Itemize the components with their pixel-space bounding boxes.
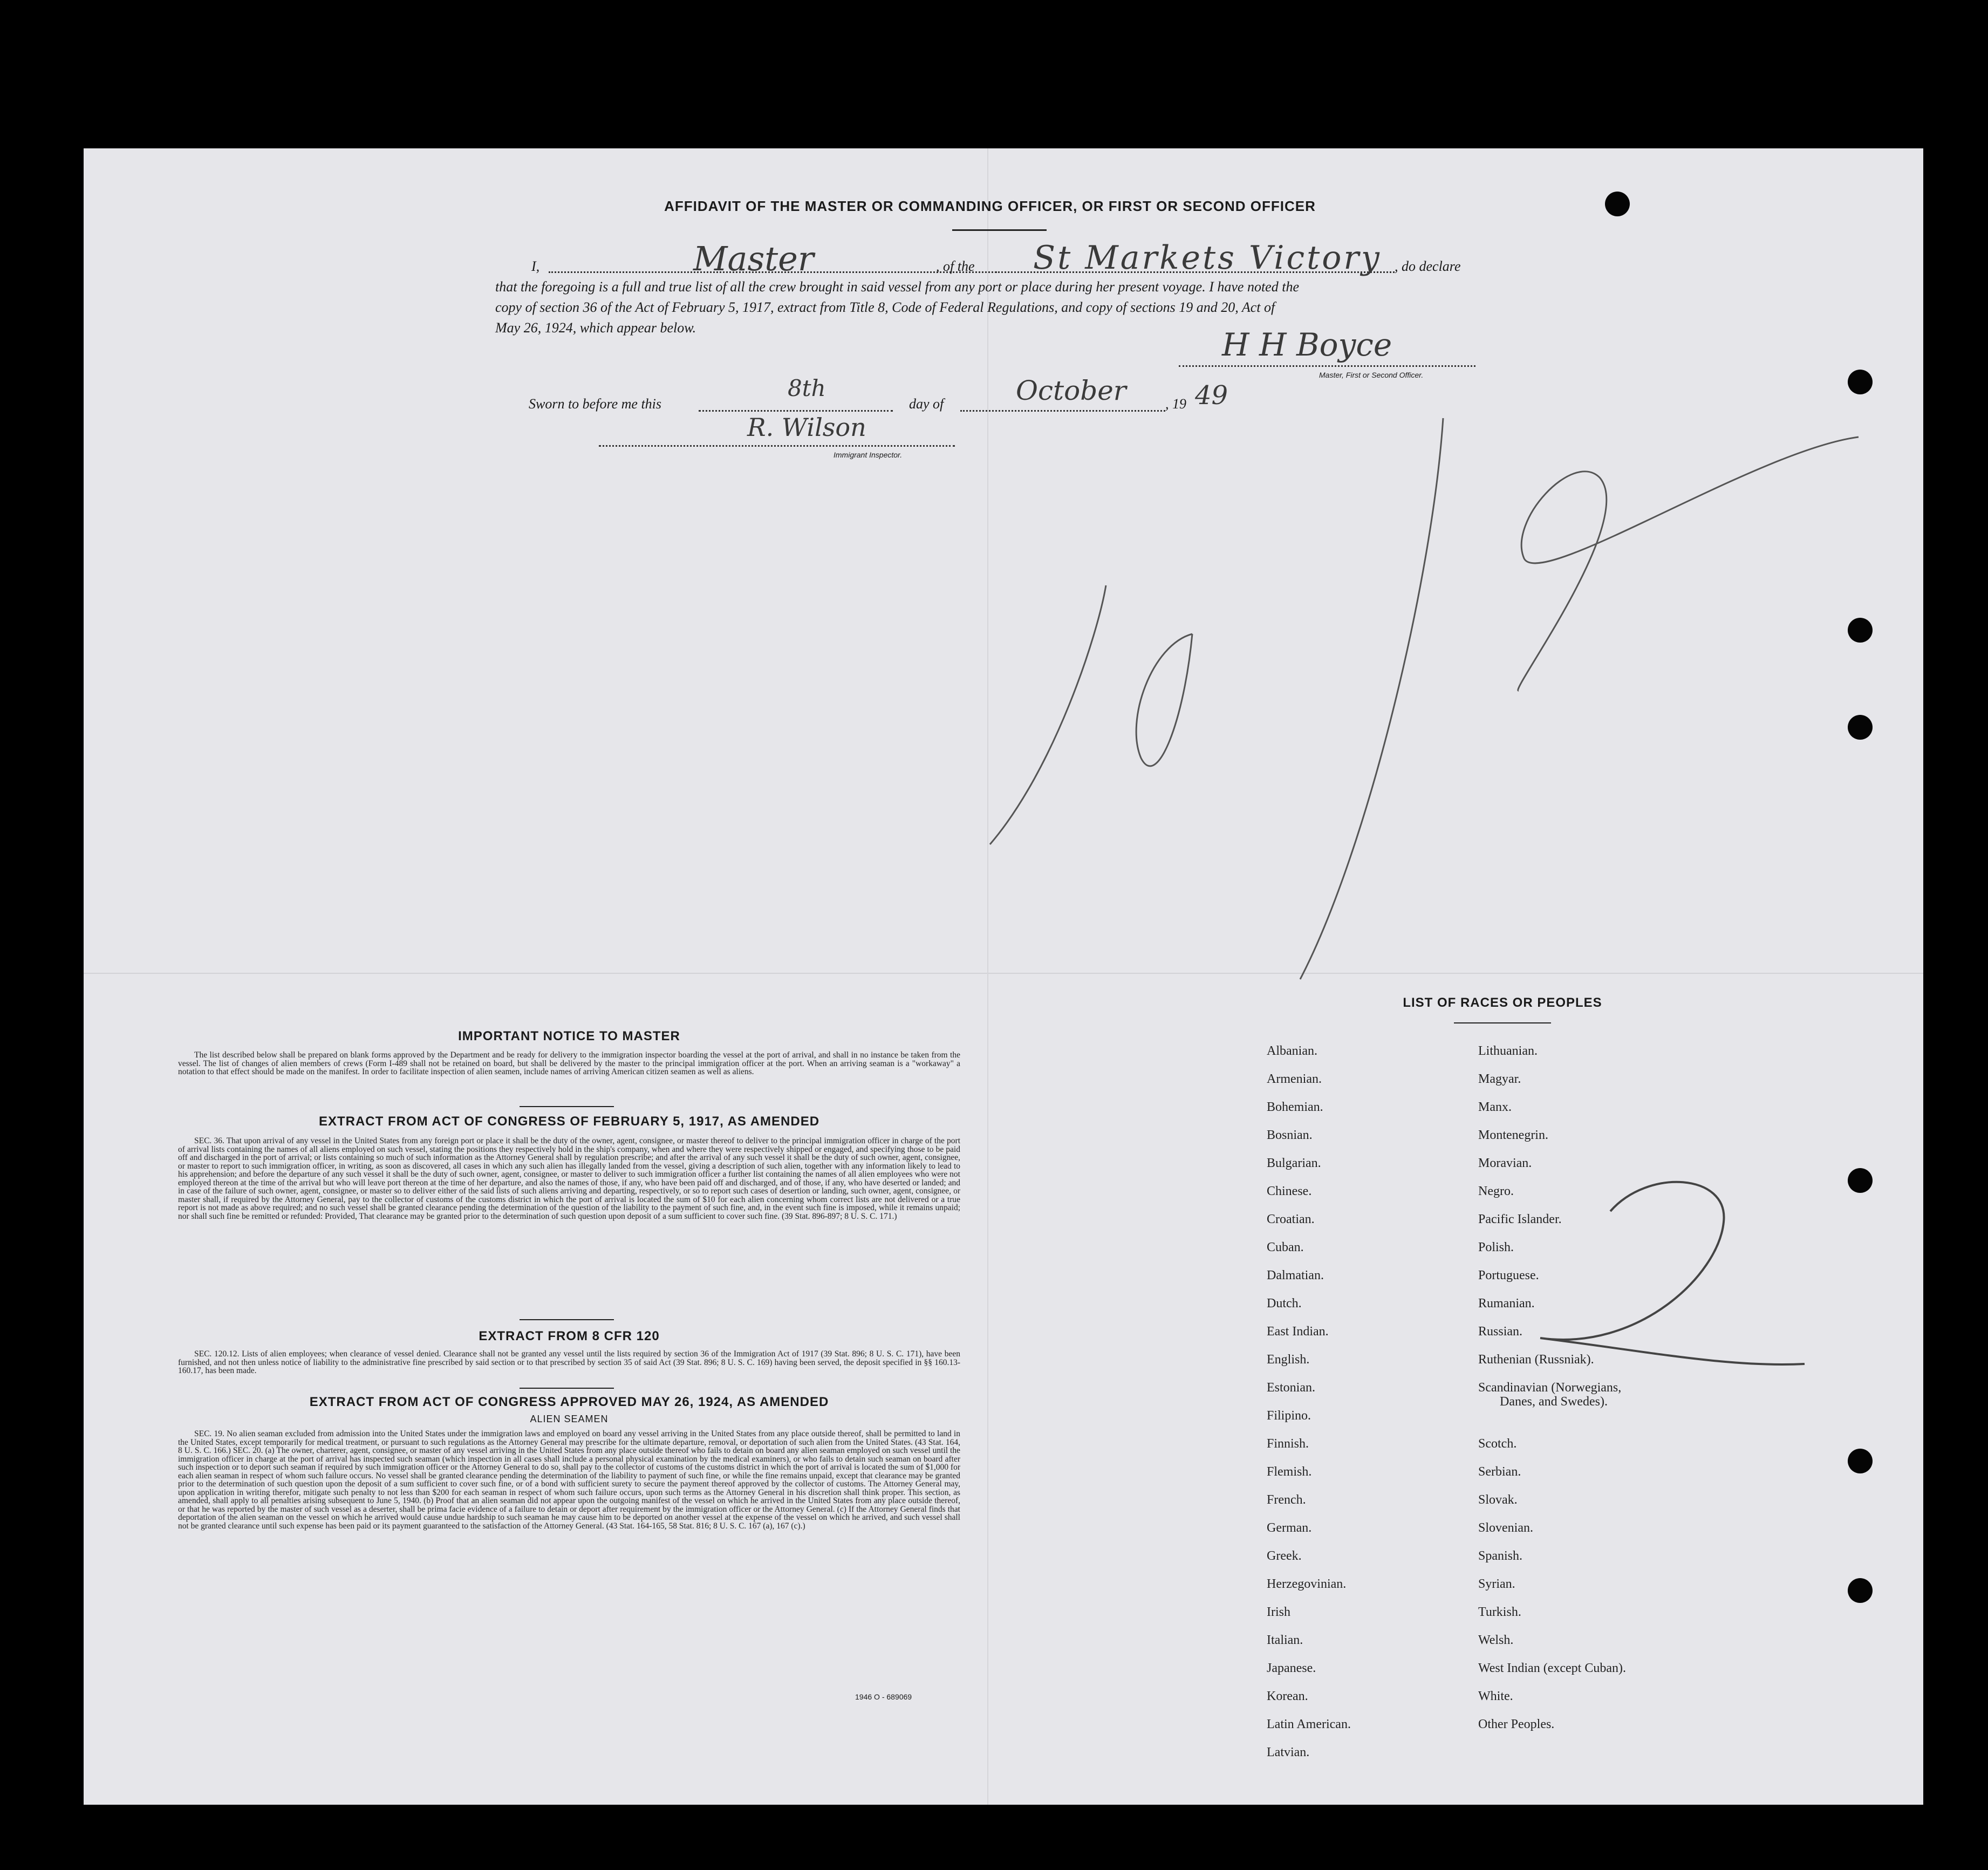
race-item: Slovenian. (1478, 1521, 1533, 1535)
inspector-caption: Immigrant Inspector. (834, 451, 903, 459)
race-item: Welsh. (1478, 1633, 1514, 1647)
race-item: Montenegrin. (1478, 1128, 1548, 1142)
race-item: Irish (1267, 1605, 1290, 1619)
pencil-annotations (84, 148, 1923, 1805)
extract-cfr-rule (520, 1388, 614, 1389)
race-item: Korean. (1267, 1689, 1308, 1703)
affidavit-line-3: copy of section 36 of the Act of February 5, 1917, extract from Title 8, Code of Federal Regulations, and copy of sections 19 and 20, Act of (495, 299, 1275, 315)
notice-text: The list described below shall be prepared on blank forms approved by the Department and be ready for delivery to the immigration inspector boarding the vessel at the port of arrival, and shall in no instance be taken from the vessel. The list of changes of alien members of crews (Form I-489 shall not be retained on board, but shall be delivered by the master to the principal immigration officer at the port. When an arriving seaman is a "workaway" a notation to that effect should be made on the manifest. In order to facilitate inspection of alien seamen, include names of arriving American citizen seamen as well as aliens. (178, 1050, 960, 1076)
race-item: Portuguese. (1478, 1268, 1539, 1282)
race-item: Polish. (1478, 1240, 1514, 1254)
print-code: 1946 O - 689069 (855, 1692, 912, 1701)
race-item: Armenian. (1267, 1072, 1322, 1086)
race-item: Negro. (1478, 1184, 1514, 1198)
punch-hole (1605, 192, 1630, 216)
race-item: Manx. (1478, 1100, 1512, 1114)
handwritten-vessel: St Markets Victory (1033, 239, 1382, 277)
race-item: Italian. (1267, 1633, 1303, 1647)
extract-1924-text: SEC. 19. No alien seaman excluded from admission into the United States under the immigration laws and employed on board any vessel arriving in the United States from any place outside thereof, shall be permitted to land in the United States, except temporarily for medical treatment, or pursuant to such regulations as the Attorney General may prescribe for the ultimate departure, removal, or deportation of such alien from the United States. (43 Stat. 164, 8 U. S. C. 166.) SEC. 20. (a) The owner, charterer, agent, consignee, or master of any vessel arriving in the United States from any place outside thereof who fails to detain on board any alien seaman employed on such vessel until the immigration officer in charge at the port of arrival has inspected such seaman (which inspection in all cases shall include a personal physical examination by the medical examiners), or who fails to detain such seaman on board after such inspection or to deport such seaman if required by such immigration officer or the Attorney General to do so, shall pay to the collector of customs of the customs district in which the port of arrival is located the sum of $1,000 for each alien seaman in respect of whom such failure occurs. No vessel shall be granted clearance pending the determination of the liability to payment of such fine, or while the fine remains unpaid, except that clearance may be granted prior to the determination of such question upon the deposit of a sum sufficient to cover such fine, or of a bond with sufficient surety to secure the payment thereof approved by the collector of customs. The Attorney General may, upon application in writing therefor, mitigate such penalty to not less than $200 for each seaman in respect of whom such failure occurs, upon such terms as the Attorney General in his discretion shall think proper. This section, as amended, shall apply to all penalties arising subsequent to June 5, 1940. (b) Proof that an alien seaman did not appear upon the outgoing manifest of the vessel on which he arrived in the United States from any place outside thereof, or that he was reported by the master of such vessel as a deserter, shall be prima facie evidence of a failure to detain or deport after requirement by the immigration officer or the Attorney General. (c) If the Attorney General finds that deportation of the alien seaman on the vessel on which he arrived would cause undue hardship to such seaman he may cause him to be deported on another vessel at the expense of the vessel on which he arrived, and such vessel shall not be granted clearance until such expense has been paid or its payment guaranteed to the satisfaction of the Attorney General. (43 Stat. 164-165, 58 Stat. 816; 8 U. S. C. 167 (a), 167 (c).) (178, 1429, 960, 1531)
race-item: Estonian. (1267, 1381, 1315, 1395)
race-item: Syrian. (1478, 1577, 1515, 1591)
punch-hole (1848, 618, 1873, 643)
extract-1924-title: EXTRACT FROM ACT OF CONGRESS APPROVED MAY 26, 1924, AS AMENDED (309, 1395, 829, 1409)
of-the-text: , of the (936, 258, 975, 274)
punch-hole (1848, 1578, 1873, 1603)
race-item: French. (1267, 1493, 1306, 1507)
handwritten-day: 8th (788, 375, 826, 401)
race-item: Albanian. (1267, 1044, 1317, 1058)
race-item: Flemish. (1267, 1465, 1312, 1479)
punch-hole (1848, 715, 1873, 740)
race-item: White. (1478, 1689, 1513, 1703)
race-item: Cuban. (1267, 1240, 1304, 1254)
race-item: Turkish. (1478, 1605, 1521, 1619)
race-item: Filipino. (1267, 1409, 1311, 1423)
race-item: Latin American. (1267, 1717, 1351, 1731)
extract-cfr-title: EXTRACT FROM 8 CFR 120 (479, 1329, 660, 1343)
race-item: Bulgarian. (1267, 1156, 1321, 1170)
race-item: Russian. (1478, 1325, 1523, 1339)
race-item: Rumanian. (1478, 1296, 1535, 1311)
day-of-text: day of (909, 396, 944, 412)
race-item: Spanish. (1478, 1549, 1523, 1563)
document-page (84, 148, 1923, 1805)
year-prefix: , 19 (1165, 396, 1186, 412)
race-item: Croatian. (1267, 1212, 1315, 1226)
race-item: German. (1267, 1521, 1312, 1535)
race-item: Lithuanian. (1478, 1044, 1538, 1058)
extract-1917-rule (520, 1319, 614, 1320)
annotation-large-number (1163, 472, 1172, 478)
races-title: LIST OF RACES OR PEOPLES (1403, 995, 1602, 1010)
race-item: Magyar. (1478, 1072, 1521, 1086)
race-item: Latvian. (1267, 1745, 1310, 1759)
race-item: Dalmatian. (1267, 1268, 1324, 1282)
i-word: I, (531, 258, 540, 274)
race-item: Scandinavian (Norwegians, (1478, 1381, 1622, 1395)
race-item: Ruthenian (Russniak). (1478, 1353, 1594, 1367)
affidavit-line-2: that the foregoing is a full and true list of all the crew brought in said vessel from any port or place during her present voyage. I have noted the (495, 279, 1299, 295)
affidavit-line-4: May 26, 1924, which appear below. (495, 320, 696, 336)
race-item: West Indian (except Cuban). (1478, 1661, 1626, 1675)
race-item: Moravian. (1478, 1156, 1532, 1170)
race-item: Finnish. (1267, 1437, 1309, 1451)
race-item: Slovak. (1478, 1493, 1518, 1507)
race-item: Scotch. (1478, 1437, 1517, 1451)
race-item: East Indian. (1267, 1325, 1329, 1339)
master-signature: H H Boyce (1222, 326, 1392, 363)
race-item: Serbian. (1478, 1465, 1521, 1479)
annotation-number-two (1648, 1227, 1651, 1233)
punch-hole (1848, 370, 1873, 394)
race-item: Bosnian. (1267, 1128, 1313, 1142)
punch-hole (1848, 1168, 1873, 1193)
affidavit-title: AFFIDAVIT OF THE MASTER OR COMMANDING OFFICER, OR FIRST OR SECOND OFFICER (664, 198, 1316, 214)
race-item: Other Peoples. (1478, 1717, 1555, 1731)
race-item: Herzegovinian. (1267, 1577, 1347, 1591)
extract-cfr-text: SEC. 120.12. Lists of alien employees; when clearance of vessel denied. Clearance shall not be granted any vessel until the lists required by section 36 of the Immigration Act of 1917 (39 Stat. 896; 8 U. S. C. 171), have been furnished, and not then unless notice of liability to the administrative fine prescribed by said section or to that prescribed by section 35 of said Act (39 Stat. 896; 8 U. S. C. 169) having been served, the deposit specified in §§ 160.13-160.17, has been made. (178, 1349, 960, 1375)
extract-1924-subtitle: ALIEN SEAMEN (530, 1414, 609, 1424)
signature-caption: Master, First or Second Officer. (1319, 371, 1424, 379)
punch-hole (1848, 1449, 1873, 1473)
handwritten-month: October (1016, 375, 1126, 406)
race-item: Danes, and Swedes). (1500, 1395, 1608, 1409)
handwritten-rank: Master (693, 239, 814, 278)
sworn-prefix: Sworn to before me this (529, 396, 662, 412)
notice-title: IMPORTANT NOTICE TO MASTER (458, 1029, 680, 1043)
race-item: Japanese. (1267, 1661, 1316, 1675)
races-rule (1454, 1022, 1551, 1023)
do-declare-text: , do declare (1395, 258, 1461, 274)
inspector-signature: R. Wilson (747, 413, 866, 442)
race-item: Bohemian. (1267, 1100, 1323, 1114)
handwritten-year: 49 (1195, 380, 1228, 411)
race-item: Dutch. (1267, 1296, 1302, 1311)
notice-rule (520, 1106, 614, 1107)
race-item: English. (1267, 1353, 1310, 1367)
extract-1917-text: SEC. 36. That upon arrival of any vessel in the United States from any foreign port or place it shall be the duty of the owner, agent, consignee, or master thereof to deliver to the principal immigration officer in charge of the port of arrival lists containing the names of all aliens employed on such vessel, stating the positions they respectively hold in the ship's company, when and where they were respectively shipped or engaged, and specifying those to be paid off and discharged in the port of arrival; or lists containing so much of such information as the Attorney General shall by regulation prescribe; and after the arrival of any such vessel it shall be the duty of such owner, agent, consignee, or master to report to such immigration officer, in writing, as soon as discovered, all cases in which any such alien has illegally landed from the vessel, giving a description of such alien, together with any information likely to lead to his apprehension; and before the departure of any such vessel it shall be the duty of such owner, agent, consignee, or master to deliver to such immigration officer a further list containing the names of all alien employees who were not employed thereon at the time of the arrival but who will leave port thereon at the time of her departure, and also the names of those, if any, who have been paid off and discharged, and of those, if any, who have deserted or landed; and in case of the failure of such owner, agent, consignee, or master so to deliver either of the said lists of such aliens arriving and departing, respectively, or so to report such cases of desertion or landing, such owner, agent, consignee, or master shall, if required by the Attorney General, pay to the collector of customs of the customs district in which the port of arrival is located the sum of $10 for each alien concerning whom correct lists are not delivered or a true report is not made as above required; and no such vessel shall be granted clearance pending the determination of the question of the liability to the payment of such fine, and, in the event such fine is imposed, while it remains unpaid; nor shall such fine be remitted or refunded: Provided, That clearance may be granted prior to the determination of such question upon deposit of a sum sufficient to cover such fine. (39 Stat. 896-897; 8 U. S. C. 171.) (178, 1136, 960, 1221)
race-item: Chinese. (1267, 1184, 1312, 1198)
race-item: Pacific Islander. (1478, 1212, 1562, 1226)
extract-1917-title: EXTRACT FROM ACT OF CONGRESS OF FEBRUARY 5, 1917, AS AMENDED (318, 1114, 820, 1129)
race-item: Greek. (1267, 1549, 1302, 1563)
